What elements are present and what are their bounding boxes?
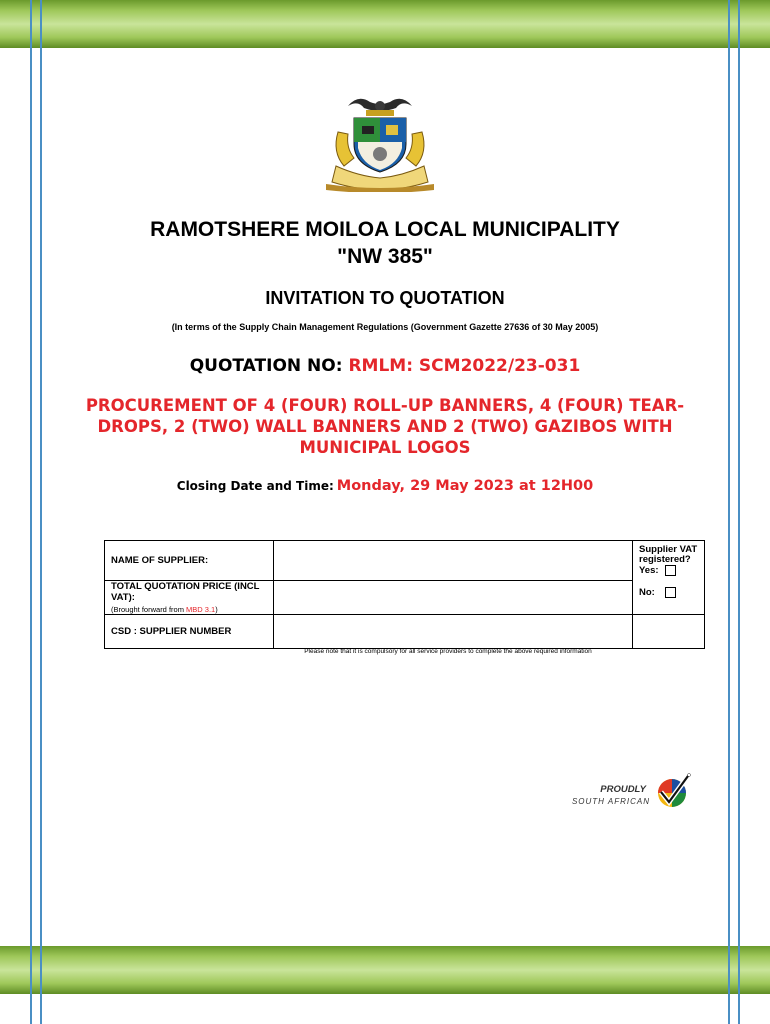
municipality-code: "NW 385" [337,245,433,268]
invitation-heading: INVITATION TO QUOTATION [265,288,505,308]
vat-registered-label: Supplier VAT registered? [639,544,698,565]
vat-yes-checkbox[interactable] [665,565,676,576]
quotation-price-row [105,581,705,615]
left-border-line-inner [40,0,42,1024]
vat-no-label: No: [639,587,655,599]
top-green-band [0,0,770,48]
csd-number-field[interactable] [273,615,632,649]
municipality-heading [0,216,770,270]
closing-date-value: Monday, 29 May 2023 at 12H00 [336,478,594,494]
quotation-price-label-cell [105,581,274,615]
price-note-suffix: ) [215,605,218,614]
compulsory-note: Please note that it is compulsory for all service providers to complete the above required information [304,648,592,655]
quotation-number-label: QUOTATION NO: [189,356,349,376]
csd-number-label: CSD : SUPPLIER NUMBER [105,615,274,649]
csd-number-row [105,615,705,649]
closing-date-label: Closing Date and Time: [176,479,334,493]
closing-date-line [0,478,770,494]
vat-no-option [639,587,698,598]
vat-registered-cell [633,541,705,615]
quotation-price-note [111,605,267,614]
regulations-subtitle: (In terms of the Supply Chain Management Regulations (Government Gazette 27636 of 30 May 2005) [171,322,599,332]
supplier-details-table [104,540,705,649]
vat-yes-label: Yes: [639,565,659,577]
left-border-line [30,0,32,1024]
vat-yes-option [639,565,698,576]
proudly-south-african-logo [570,772,692,812]
supplier-name-row [105,541,705,581]
price-note-ref: MBD 3.1 [186,605,216,614]
supplier-name-field[interactable] [273,541,632,581]
procurement-title: PROCUREMENT OF 4 (FOUR) ROLL-UP BANNERS, 4 (FOUR) TEAR- DROPS, 2 (TWO) WALL BANNERS AND 2 (TWO) GAZIBOS WITH MUNICIPAL LOGOS [85,396,685,457]
price-note-prefix: (Brought forward from [111,605,187,614]
csd-empty-cell [633,615,705,649]
quotation-price-label: TOTAL QUOTATION PRICE (INCL VAT): [111,581,260,603]
supplier-name-label: NAME OF SUPPLIER: [105,541,274,581]
proudly-text: PROUDLY [600,784,646,795]
vat-no-checkbox[interactable] [665,587,676,598]
municipal-coat-of-arms-logo [318,92,442,192]
municipality-name: RAMOTSHERE MOILOA LOCAL MUNICIPALITY [150,218,620,241]
bottom-green-band [0,946,770,994]
quotation-price-field[interactable] [273,581,632,615]
south-african-text: SOUTH AFRICAN [571,797,650,806]
quotation-number-value: RMLM: SCM2022/23-031 [348,356,581,376]
right-border-line-inner [728,0,730,1024]
quotation-number-line [0,356,770,376]
right-border-line [738,0,740,1024]
